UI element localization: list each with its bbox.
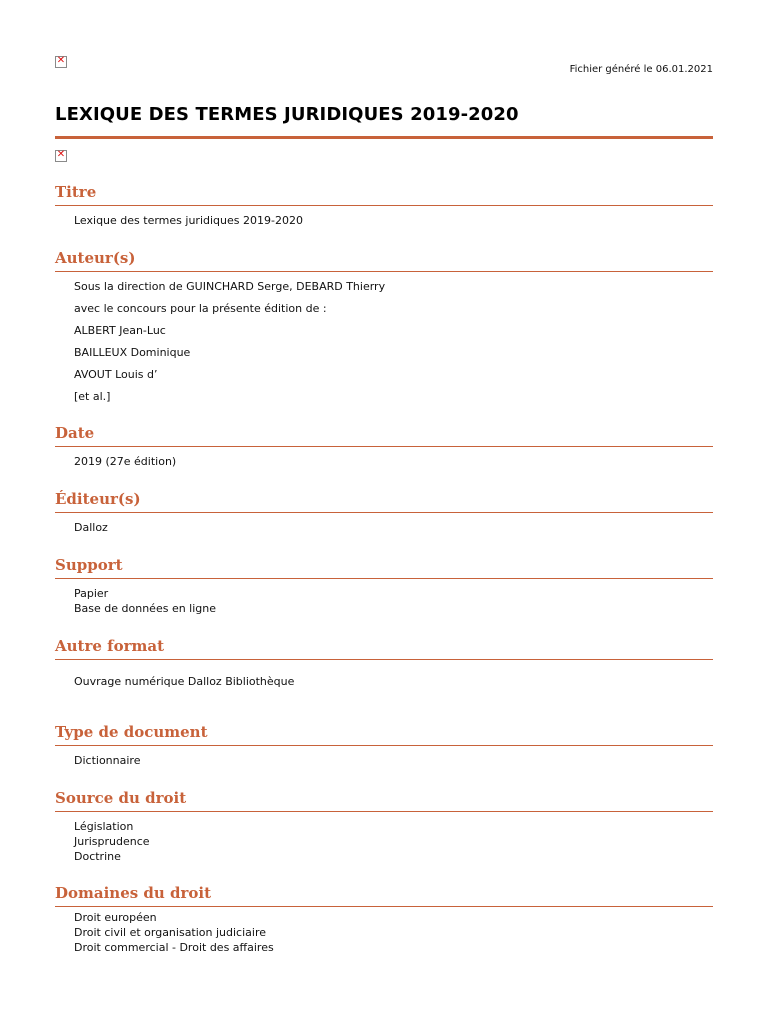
section-heading: Auteur(s) bbox=[55, 248, 713, 272]
field-value: [et al.] bbox=[74, 390, 111, 403]
field-value: ALBERT Jean-Luc bbox=[74, 324, 166, 337]
section-heading: Titre bbox=[55, 182, 713, 206]
section-heading: Date bbox=[55, 423, 713, 447]
generated-date: Fichier généré le 06.01.2021 bbox=[569, 64, 713, 75]
section-autre-format bbox=[55, 636, 713, 689]
field-value: Lexique des termes juridiques 2019-2020 bbox=[74, 214, 303, 227]
field-value: AVOUT Louis d’ bbox=[74, 368, 158, 381]
field-value: Ouvrage numérique Dalloz Bibliothèque bbox=[74, 675, 295, 688]
field-value: Droit commercial - Droit des affaires bbox=[74, 941, 274, 954]
section-date bbox=[55, 423, 713, 469]
field-value: Droit civil et organisation judiciaire bbox=[74, 926, 267, 939]
section-heading: Domaines du droit bbox=[55, 883, 713, 907]
section-heading: Support bbox=[55, 555, 713, 579]
section-titre bbox=[55, 182, 713, 228]
section-auteurs bbox=[55, 248, 713, 404]
field-value: BAILLEUX Dominique bbox=[74, 346, 191, 359]
section-heading: Type de document bbox=[55, 722, 713, 746]
broken-image-icon: ✕ bbox=[56, 55, 66, 66]
broken-image-icon: ✕ bbox=[56, 149, 66, 160]
section-source-droit bbox=[55, 788, 713, 864]
section-editeurs bbox=[55, 489, 713, 535]
field-value: Papier bbox=[74, 587, 109, 600]
field-value: Dictionnaire bbox=[74, 754, 141, 767]
field-value: 2019 (27e édition) bbox=[74, 455, 177, 468]
section-domaines-droit bbox=[55, 883, 713, 955]
field-value: Dalloz bbox=[74, 521, 108, 534]
field-value: avec le concours pour la présente édition de : bbox=[74, 302, 327, 315]
section-support bbox=[55, 555, 713, 616]
section-type-document bbox=[55, 722, 713, 768]
page-title: LEXIQUE DES TERMES JURIDIQUES 2019-2020 bbox=[55, 104, 519, 125]
field-value: Sous la direction de GUINCHARD Serge, DEBARD Thierry bbox=[74, 280, 386, 293]
field-value: Droit européen bbox=[74, 911, 157, 924]
field-value: Base de données en ligne bbox=[74, 602, 217, 615]
section-heading: Source du droit bbox=[55, 788, 713, 812]
field-value: Législation bbox=[74, 820, 134, 833]
title-divider bbox=[55, 136, 713, 139]
section-heading: Éditeur(s) bbox=[55, 489, 713, 513]
section-heading: Autre format bbox=[55, 636, 713, 660]
field-value: Jurisprudence bbox=[74, 835, 150, 848]
field-value: Doctrine bbox=[74, 850, 121, 863]
